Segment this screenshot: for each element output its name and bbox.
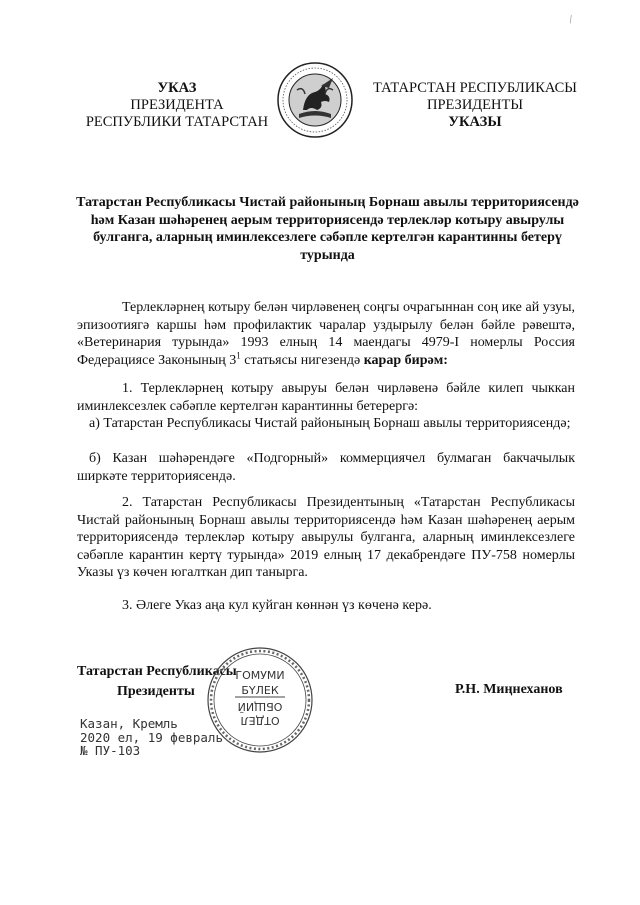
item-3: 3. Әлеге Указ аңа кул куйган көннән үз көченә керә. bbox=[122, 598, 432, 613]
header-right-line3: УКАЗЫ bbox=[448, 114, 502, 130]
header-right-line1: ТАТАРСТАН РЕСПУБЛИКАСЫ bbox=[373, 80, 577, 96]
header-left-line2: ПРЕЗИДЕНТА bbox=[130, 97, 224, 113]
preamble-text: Терлекләрнең котыру белән чирләвенең соңгы очрагыннан соң ике ай узуы, эпизоотиягә каршы һәм профилактик чаралар уздырылу белән бәйле рәвештә, «Ветеринария турында» 1993 елның 14 маендагы 4979-I номерлы Россия Федерациясе Законының 3 bbox=[77, 300, 575, 368]
signatory-name: Р.Н. Миңнеханов bbox=[455, 682, 563, 697]
place-line: Казан, Кремль bbox=[80, 716, 178, 731]
header-left-line1: УКАЗ bbox=[157, 80, 197, 96]
item-1-b: б) Казан шәһәрендәге «Подгорный» коммерциячел булмаган бакчачылык ширкәте территориясендә. bbox=[77, 451, 575, 484]
corner-mark: \ bbox=[566, 11, 576, 27]
stamp-line2: БҮЛЕК bbox=[241, 684, 279, 697]
document-title: Татарстан Республикасы Чистай районының Борнаш авылы территориясендә һәм Казан шәһәренең аерым территориясендә терлекләр котыру авырулы булганга, аларның иминлексезлеге сәбәпле кертелгән карантинны бетерү турында bbox=[76, 195, 579, 263]
decision-phrase: карар бирәм: bbox=[363, 352, 448, 368]
item-2: 2. Татарстан Республикасы Президентының «Татарстан Республикасы Чистай районының Борнаш авылы территориясендә һәм Казан шәһәренең аерым территориясендә терлекләр котыру авырулы булганга, аларның иминлексезлеге сәбәпле карантин кертү турында» 2019 елның 17 декабрендәге ПУ-758 номерлы Указы үз көчен югалткан дип танырга. bbox=[77, 495, 575, 580]
preamble-paragraph bbox=[77, 299, 575, 369]
header-left-ru bbox=[72, 80, 282, 131]
preamble-tail: статьясы нигезендә bbox=[240, 352, 364, 368]
coat-of-arms-emblem bbox=[275, 60, 355, 140]
item-1-a: а) Татарстан Республикасы Чистай районының Борнаш авылы территориясендә; bbox=[89, 416, 571, 431]
place-date-number bbox=[80, 717, 223, 758]
article-superscript: 1 bbox=[236, 349, 241, 360]
stamp-line4: ОТДЕЛ bbox=[240, 714, 280, 727]
header-left-line3: РЕСПУБЛИКИ ТАТАРСТАН bbox=[85, 114, 269, 130]
item-1: 1. Терлекләрнең котыру авыруы белән чирләвенә бәйле килеп чыккан иминлексезлек сәбәпле кертелгән карантинны бетерергә: bbox=[77, 381, 575, 414]
signatory-title-line1: Татарстан Республикасы bbox=[77, 664, 237, 679]
header-right-tt bbox=[360, 80, 590, 131]
header-right-line2: ПРЕЗИДЕНТЫ bbox=[426, 97, 524, 113]
signatory-title-line2: Президенты bbox=[117, 684, 195, 699]
date-line: 2020 ел, 19 февраль bbox=[80, 729, 223, 745]
decree-number-line: № ПУ-103 bbox=[80, 743, 141, 758]
stamp-line3: ОБЩИЙ bbox=[237, 700, 283, 713]
stamp-line1: ГОМУМИ bbox=[235, 669, 285, 682]
